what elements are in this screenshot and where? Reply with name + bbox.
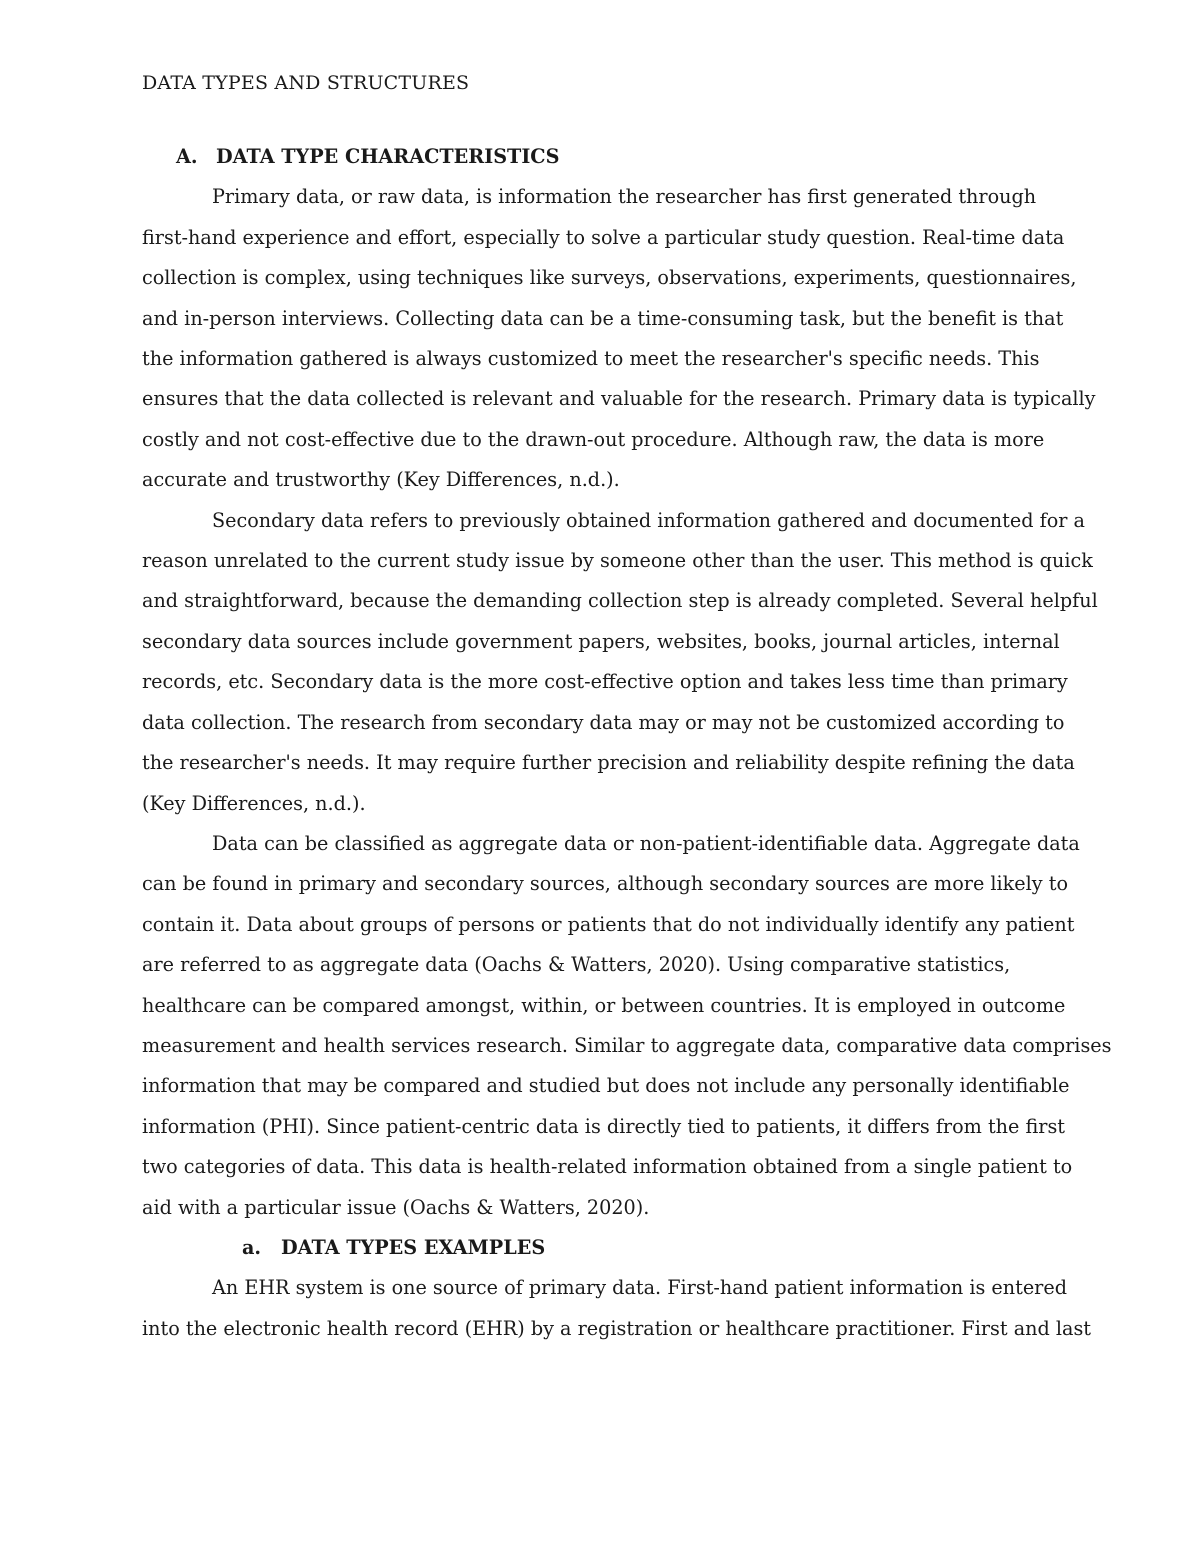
subsection-heading-title: DATA TYPES EXAMPLES: [281, 1235, 546, 1259]
paragraph-line: measurement and health services research. Similar to aggregate data, comparative data comprises: [142, 1033, 1112, 1057]
paragraph-secondary-data: [142, 501, 1098, 824]
paragraph-line: information (PHI). Since patient-centric data is directly tied to patients, it differs from the first: [142, 1114, 1065, 1138]
section-heading-data-type-characteristics: [142, 137, 1062, 177]
paragraph-line: and straightforward, because the demanding collection step is already completed. Several helpful: [142, 589, 1098, 613]
section-heading-title: DATA TYPE CHARACTERISTICS: [216, 145, 560, 168]
paragraph-line: two categories of data. This data is health-related information obtained from a single patient to: [142, 1155, 1073, 1179]
paragraph-line: Primary data, or raw data, is information the researcher has first generated through: [212, 185, 1037, 209]
paragraph-line: the information gathered is always customized to meet the researcher's specific needs. This: [142, 347, 1040, 371]
paragraph-line: into the electronic health record (EHR) by a registration or healthcare practitioner. First and last: [142, 1316, 1092, 1340]
paragraph-line: (Key Differences, n.d.).: [142, 791, 366, 815]
paragraph-line: costly and not cost-effective due to the drawn-out procedure. Although raw, the data is more: [142, 427, 1045, 451]
section-heading-marker: A.: [176, 145, 198, 168]
subsection-heading-marker: a.: [242, 1235, 262, 1259]
paragraph-line: healthcare can be compared amongst, within, or between countries. It is employed in outcome: [142, 993, 1066, 1017]
paragraph-line: are referred to as aggregate data (Oachs & Watters, 2020). Using comparative statistics,: [142, 953, 1011, 977]
paragraph-line: information that may be compared and studied but does not include any personally identifiable: [142, 1074, 1070, 1098]
paragraph-line: An EHR system is one source of primary data. First-hand patient information is entered: [212, 1276, 1067, 1300]
paragraph-line: collection is complex, using techniques like surveys, observations, experiments, questionnaires,: [142, 266, 1077, 290]
paragraph-line: accurate and trustworthy (Key Differences, n.d.).: [142, 468, 620, 492]
subsection-heading-data-types-examples: [142, 1228, 1062, 1268]
paragraph-line: reason unrelated to the current study issue by someone other than the user. This method is quick: [142, 549, 1093, 573]
paragraph-line: first-hand experience and effort, especially to solve a particular study question. Real-time data: [142, 225, 1065, 249]
paragraph-line: ensures that the data collected is relevant and valuable for the research. Primary data is typically: [142, 387, 1096, 411]
paragraph-line: secondary data sources include government papers, websites, books, journal articles, internal: [142, 629, 1060, 653]
document-body: [142, 137, 1112, 1349]
paragraph-line: the researcher's needs. It may require further precision and reliability despite refining the data: [142, 751, 1075, 775]
running-head: DATA TYPES AND STRUCTURES: [142, 72, 470, 94]
paragraph-line: Data can be classified as aggregate data or non-patient-identifiable data. Aggregate data: [212, 831, 1080, 855]
paragraph-line: and in-person interviews. Collecting data can be a time-consuming task, but the benefit is that: [142, 306, 1064, 330]
paragraph-line: data collection. The research from secondary data may or may not be customized according to: [142, 710, 1065, 734]
paragraph-ehr-example: [142, 1268, 1092, 1349]
paragraph-line: can be found in primary and secondary sources, although secondary sources are more likely to: [142, 872, 1068, 896]
paragraph-aggregate-data: [142, 824, 1112, 1228]
paragraph-line: contain it. Data about groups of persons or patients that do not individually identify any patient: [142, 912, 1075, 936]
paragraph-line: Secondary data refers to previously obtained information gathered and documented for a: [212, 508, 1085, 532]
paragraph-line: records, etc. Secondary data is the more cost-effective option and takes less time than primary: [142, 670, 1068, 694]
paragraph-primary-data: [142, 177, 1096, 500]
paragraph-line: aid with a particular issue (Oachs & Watters, 2020).: [142, 1195, 650, 1219]
